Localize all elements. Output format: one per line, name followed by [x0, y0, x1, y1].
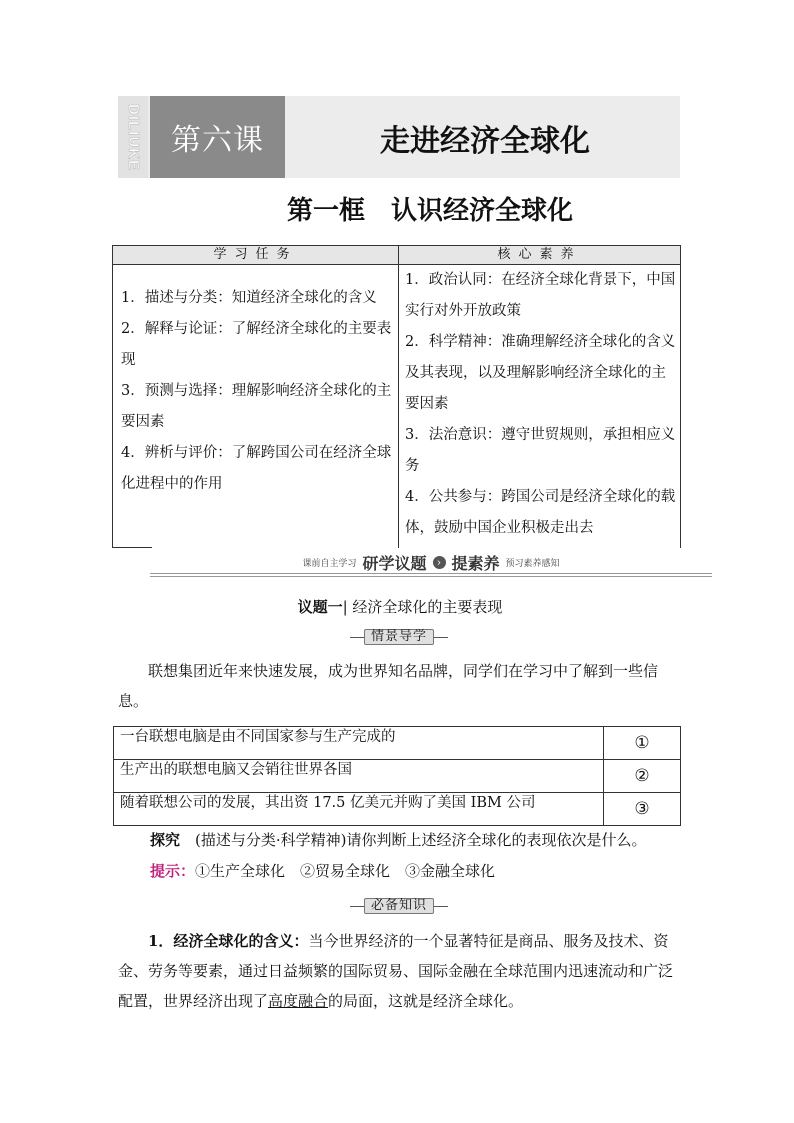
- tasks-column: [112, 265, 399, 548]
- banner-right-caption: 预习素养感知: [505, 558, 560, 569]
- chapter-title: 走进经济全球化: [380, 124, 590, 159]
- literacy-item: 4．公共参与：跨国公司是经济全球化的载体，鼓励中国企业积极走出去: [405, 489, 676, 536]
- tasks-header: 学习任务: [112, 245, 399, 265]
- banner-rule: [150, 573, 712, 574]
- table-row: [114, 727, 681, 760]
- objectives-table: [112, 245, 681, 548]
- scenario-tag-label: 情景导学: [364, 629, 434, 645]
- chapter-side-tag: [118, 96, 148, 178]
- literacy-item: 1．政治认同：在经济全球化背景下，中国实行对外开放政策: [405, 272, 676, 319]
- explore-text: (描述与分类·科学精神)请你判断上述经济全球化的表现依次是什么。: [195, 831, 647, 849]
- literacy-header: 核心素养: [398, 245, 681, 265]
- section-banner: [150, 551, 712, 573]
- scenario-table: [113, 726, 681, 826]
- scenario-tag: [118, 628, 680, 646]
- table-cell-num: ③: [604, 793, 681, 826]
- table-cell-text: 一台联想电脑是由不同国家参与生产完成的: [114, 727, 604, 760]
- table-cell-text: 随着联想公司的发展，其出资 17.5 亿美元并购了美国 IBM 公司: [114, 793, 604, 826]
- hint-text: ①生产全球化 ②贸易全球化 ③金融全球化: [195, 862, 496, 880]
- table-row: [114, 793, 681, 826]
- table-cell-num: ②: [604, 760, 681, 793]
- tag-rule: [434, 906, 448, 907]
- hint-label: 提示：: [150, 862, 196, 880]
- explore-label: 探究: [150, 831, 181, 849]
- literacy-column: [398, 265, 681, 548]
- task-item: 4．辨析与评价：了解跨国公司在经济全球化进程中的作用: [121, 445, 392, 492]
- task-item: 1．描述与分类：知道经济全球化的含义: [121, 290, 377, 306]
- tag-rule: [434, 637, 448, 638]
- banner-left-caption: 课前自主学习: [302, 558, 357, 569]
- knowledge-tag: [118, 897, 680, 915]
- knowledge-tag-label: 必备知识: [364, 898, 434, 914]
- table-cell-num: ①: [604, 727, 681, 760]
- knowledge-text-1: 当今世界经济的一个显著特征是商品、服务及技术、资金、劳务等要素，通过日益频繁的国际贸易、国际金融在全球范围内迅速流动和广泛配置，世界经济出现了: [118, 932, 674, 1010]
- table-bottom-rule: [112, 547, 152, 548]
- banner-main-right: 提素养: [451, 553, 500, 573]
- knowledge-underline: 高度融合: [268, 992, 329, 1010]
- lesson-label: 第六课: [171, 123, 264, 158]
- hint-line: [150, 856, 710, 886]
- explore-question: [150, 825, 710, 855]
- tag-rule: [350, 906, 364, 907]
- topic-divider: |: [342, 598, 353, 616]
- lesson-number-box: [150, 96, 285, 178]
- knowledge-item-label: 1．经济全球化的含义：: [148, 932, 309, 950]
- banner-rule: [150, 576, 712, 577]
- topic-title: 经济全球化的主要表现: [352, 598, 503, 616]
- topic-label: 议题一: [297, 598, 343, 616]
- side-tag-text: DILIUKE: [125, 103, 142, 171]
- banner-main-left: 研学议题: [362, 553, 427, 573]
- section-title: 第一框 认识经济全球化: [286, 196, 573, 226]
- task-item: 3．预测与选择：理解影响经济全球化的主要因素: [121, 383, 392, 430]
- scenario-intro: 联想集团近年来快速发展，成为世界知名品牌，同学们在学习中了解到一些信息。: [118, 662, 659, 710]
- arrow-right-icon: ›: [433, 556, 446, 569]
- literacy-item: 3．法治意识：遵守世贸规则，承担相应义务: [405, 427, 676, 474]
- tag-rule: [350, 637, 364, 638]
- table-row: [114, 760, 681, 793]
- topic-heading: [120, 596, 680, 617]
- knowledge-paragraph: [118, 926, 680, 1016]
- knowledge-text-2: 的局面，这就是经济全球化。: [328, 992, 524, 1010]
- literacy-item: 2．科学精神：准确理解经济全球化的含义及其表现，以及理解影响经济全球化的主要因素: [405, 334, 676, 412]
- table-cell-text: 生产出的联想电脑又会销往世界各国: [114, 760, 604, 793]
- task-item: 2．解释与论证：了解经济全球化的主要表现: [121, 321, 392, 368]
